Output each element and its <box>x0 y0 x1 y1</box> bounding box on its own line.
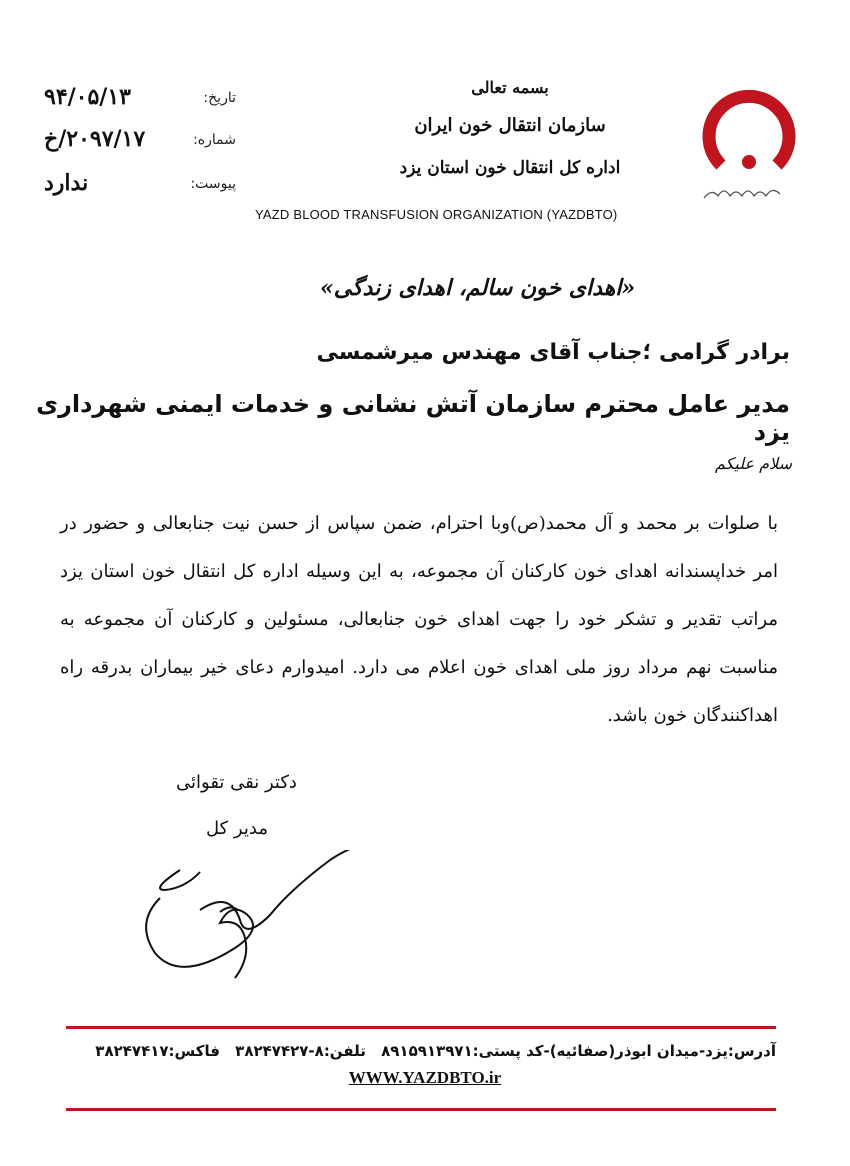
date-row <box>36 84 236 114</box>
footer-top-rule <box>66 1026 776 1029</box>
english-org-name: YAZD BLOOD TRANSFUSION ORGANIZATION (YAZDBTO) <box>255 207 618 222</box>
footer-website-link[interactable]: WWW.YAZDBTO.ir <box>348 1068 502 1087</box>
letter-body: با صلوات بر محمد و آل محمد(ص)وبا احترام، ضمن سپاس از حسن نیت جنابعالی و حضور در امر خداپسندانه اهدای خون کارکنان آن مجموعه، به این وسیله اداره کل انتقال خون استان یزد مراتب تقدیر و تشکر خود را جهت اهدای خون جنابعالی، مسئولین و کارکنان آن مجموعه به مناسبت نهم مرداد روز ملی اهدای خون اعلام می دارد. امیدوارم دعای خیر بیماران بدرقه راه اهداکنندگان خون باشد. <box>60 513 778 726</box>
org-name: سازمان انتقال خون ایران <box>414 115 606 136</box>
signatory-name: دکتر نقی تقوائی <box>176 772 297 793</box>
footer-address: آدرس:یزد-میدان ابوذر(صفائیه)-کد پستی:۸۹۱۵۹۱۳۹۷۱ <box>381 1042 776 1060</box>
office-name: اداره کل انتقال خون استان یزد <box>399 158 621 178</box>
handwritten-signature <box>120 850 370 1000</box>
slogan: «اهدای خون سالم، اهدای زندگی» <box>320 275 636 301</box>
recipient-name: برادر گرامی ؛جناب آقای مهندس میرشمسی <box>316 340 790 365</box>
date-value: ۹۴/۰۵/۱۳ <box>44 84 131 110</box>
letter-number-value: ۲۰۹۷/۱۷/خ <box>44 126 146 152</box>
organization-logo <box>694 70 804 210</box>
attachment-value: ندارد <box>44 170 89 196</box>
footer-contact <box>66 1042 776 1060</box>
signatory-title: مدیر کل <box>206 818 268 839</box>
recipient-title: مدیر عامل محترم سازمان آتش نشانی و خدمات ایمنی شهرداری یزد <box>36 390 790 446</box>
greeting: سلام علیکم <box>714 454 792 473</box>
blood-drop-ring-icon <box>694 70 804 210</box>
letter-number-label: شماره: <box>193 132 236 148</box>
footer-bottom-rule <box>66 1108 776 1111</box>
number-row <box>36 126 236 156</box>
bismillah: بسمه تعالی <box>471 78 549 97</box>
footer-fax: فاکس:۳۸۲۴۷۴۱۷ <box>95 1042 220 1060</box>
date-label: تاریخ: <box>203 90 236 106</box>
footer-phone: تلفن:۸-۳۸۲۴۷۴۲۷ <box>235 1042 366 1060</box>
attachment-label: پیوست: <box>190 176 236 192</box>
attachment-row <box>36 170 236 200</box>
